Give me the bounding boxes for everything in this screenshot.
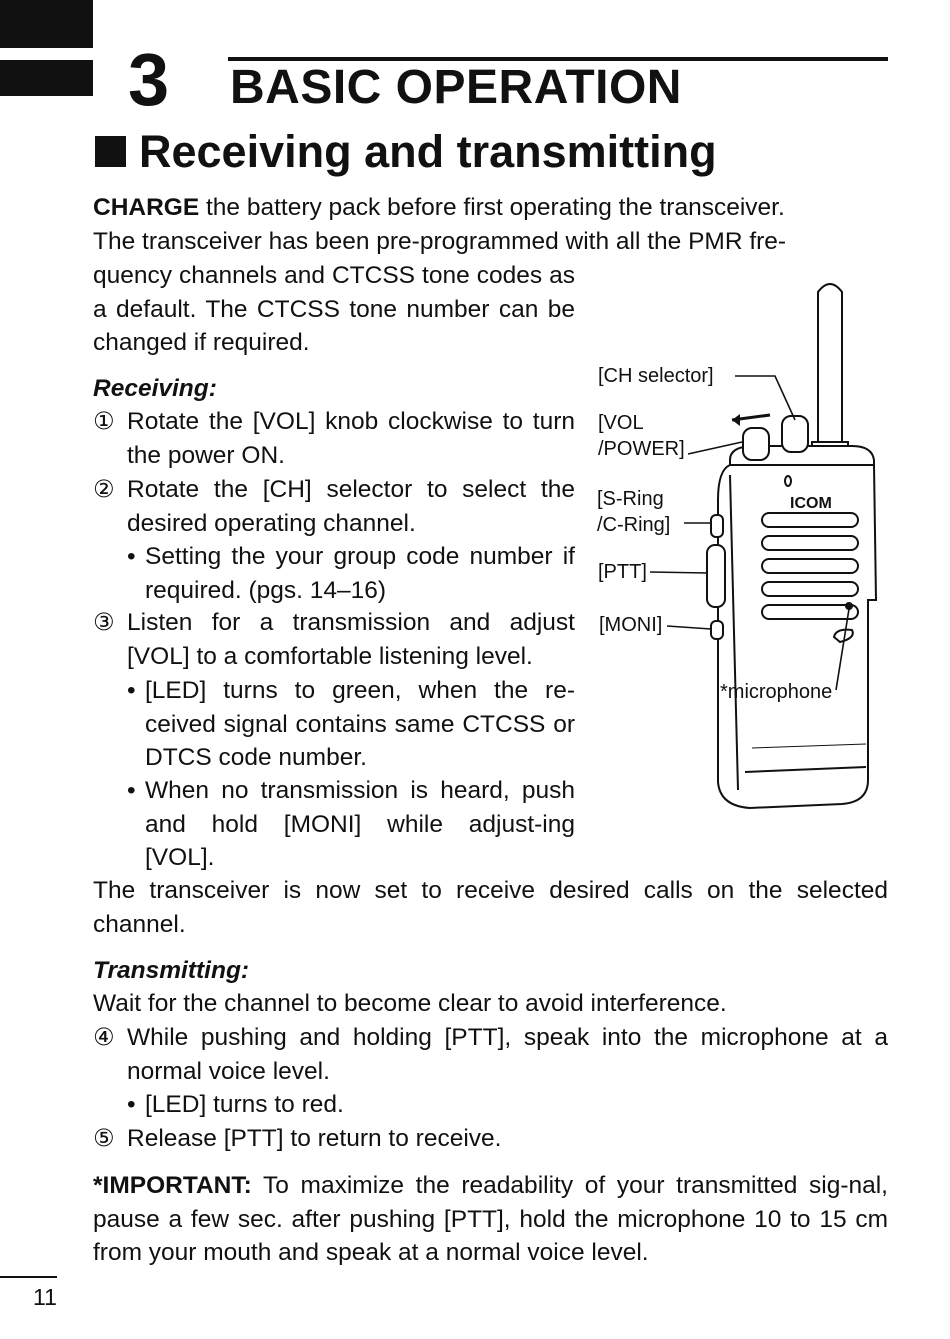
step-text: Release [PTT] to return to receive.: [127, 1125, 502, 1152]
moni-button: [711, 621, 723, 639]
important-note: [93, 1169, 888, 1270]
step-text: Listen for a transmission and adjust [VOL] to a comfortable listening level.: [127, 609, 575, 670]
step-text: Rotate the [CH] selector to select the desired operating channel.: [127, 476, 575, 537]
step-number: ③: [93, 609, 115, 636]
receiving-summary: The transceiver is now set to receive desired calls on the selected channel.: [93, 877, 888, 938]
bullet-dot-icon: •: [127, 777, 136, 804]
label-c-ring: /C-Ring]: [597, 514, 671, 536]
arrowhead-icon: [732, 414, 740, 426]
footer-rule: [0, 1276, 57, 1278]
label-ch-selector: [CH selector]: [598, 365, 714, 387]
bullet-text: When no transmission is heard, push and hold [MONI] while adjust-ing [VOL].: [145, 777, 575, 871]
vol-knob: [743, 428, 769, 460]
leader-line-ch: [735, 376, 795, 420]
step-4: [93, 1021, 888, 1088]
step-number: ②: [93, 476, 115, 503]
transmitting-intro: Wait for the channel to become clear to avoid interference.: [93, 990, 727, 1017]
ptt-button: [707, 545, 725, 607]
bullet-dot-icon: •: [127, 677, 136, 704]
transmitting-heading: Transmitting:: [93, 957, 250, 984]
leader-line-moni: [667, 626, 711, 629]
receiving-heading: Receiving:: [93, 375, 217, 402]
chapter-title: BASIC OPERATION: [230, 61, 682, 114]
charge-rest: the battery pack before first operating the transceiver.: [199, 194, 785, 221]
step-2-bullet: [127, 540, 575, 607]
bullet-text: [LED] turns to green, when the re-ceived signal contains same CTCSS or DTCS code number.: [145, 677, 575, 771]
bullet-dot-icon: •: [127, 543, 136, 570]
step-3-bullet-1: [127, 674, 575, 775]
grille-slot: [762, 605, 858, 619]
transceiver-illustration: [590, 270, 890, 820]
step-4-bullet: [127, 1088, 827, 1122]
chapter-tab-lower: [0, 60, 93, 96]
grille-slot: [762, 582, 858, 596]
grille-slot: [762, 536, 858, 550]
step-number: ④: [93, 1024, 115, 1051]
microphone-hole-icon: [846, 603, 852, 609]
step-number: ⑤: [93, 1125, 115, 1152]
bullet-text: Setting the your group code number if required. (pgs. 14–16): [145, 543, 575, 604]
label-s-ring: [S-Ring: [597, 488, 664, 510]
step-5: [93, 1122, 888, 1156]
chapter-number: 3: [128, 38, 170, 121]
section-title: Receiving and transmitting: [139, 126, 717, 177]
brand-logo: ICOM: [790, 495, 832, 512]
step-2: [93, 473, 575, 540]
label-microphone: *microphone: [720, 681, 833, 703]
step-3-bullet-2: [127, 774, 575, 875]
step-1: [93, 405, 575, 472]
label-vol: [VOL: [598, 412, 644, 434]
chapter-tab-upper: [0, 0, 93, 48]
bullet-text: [LED] turns to red.: [145, 1091, 344, 1118]
led-icon: [785, 476, 791, 486]
grille-slot: [762, 559, 858, 573]
step-number: ①: [93, 408, 115, 435]
important-label: *IMPORTANT:: [93, 1172, 252, 1199]
step-text: While pushing and holding [PTT], speak into the microphone at a normal voice level.: [127, 1024, 888, 1085]
charge-bold: CHARGE: [93, 194, 200, 221]
leader-line-ptt: [650, 572, 708, 573]
grille-slot: [762, 513, 858, 527]
bullet-dot-icon: •: [127, 1091, 136, 1118]
label-ptt: [PTT]: [598, 561, 647, 583]
antenna: [818, 284, 842, 442]
step-3: [93, 606, 575, 673]
important-text: To maximize the readability of your transmitted sig-nal, pause a few sec. after pushing [PTT], hold the microphone 10 to 15 cm from your mouth and speak at a normal voice level.: [93, 1172, 888, 1266]
section-square-icon: [95, 136, 126, 167]
label-power: /POWER]: [598, 438, 685, 460]
page-number: 11: [33, 1284, 57, 1310]
intro-charge-line: [93, 191, 893, 225]
step-text: Rotate the [VOL] knob clockwise to turn the power ON.: [127, 408, 575, 469]
label-moni: [MONI]: [599, 614, 663, 636]
ch-selector-knob: [782, 416, 808, 452]
s-ring-button: [711, 515, 723, 537]
intro-continuation: quency channels and CTCSS tone codes as a default. The CTCSS tone number can be changed if required.: [93, 262, 575, 356]
intro-line-2: The transceiver has been pre-programmed with all the PMR fre-: [93, 228, 787, 255]
